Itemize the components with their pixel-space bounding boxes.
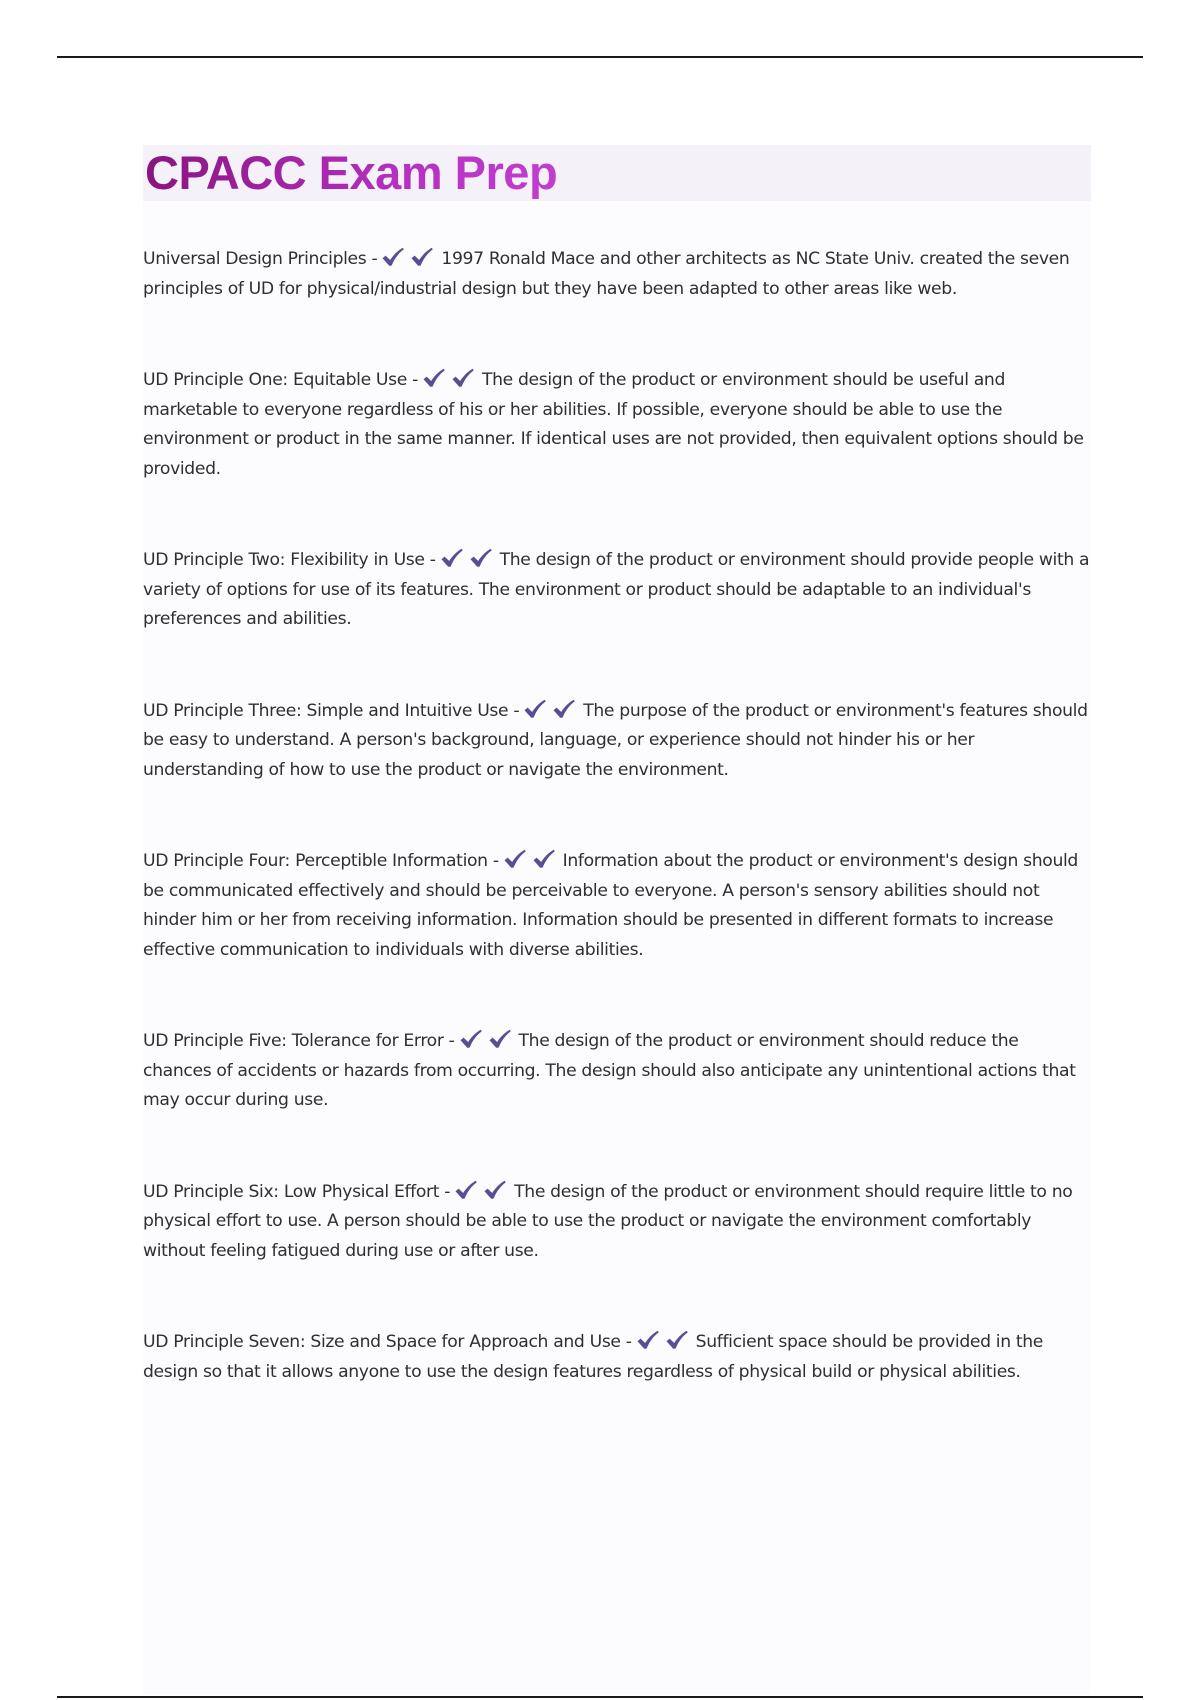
- top-rule: [57, 56, 1143, 58]
- bottom-rule: [57, 1696, 1143, 1698]
- check-mark-icon: [454, 1180, 478, 1200]
- check-mark-icon: [483, 1180, 507, 1200]
- entry-principle-one: [143, 366, 1091, 484]
- check-mark-icon: [488, 1029, 512, 1049]
- check-marks: [422, 366, 480, 396]
- check-mark-icon: [410, 247, 434, 267]
- entry-definition: The design of the product or environment should reduce the chances of accidents or hazards from occurring. The design should also anticipate any unintentional actions that may occur during use.: [143, 1031, 1076, 1110]
- entry-definition: 1997 Ronald Mace and other architects as NC State Univ. created the seven principles of UD for physical/industrial design but they have been adapted to other areas like web.: [143, 249, 1070, 299]
- entry-term: UD Principle Seven: Size and Space for Approach and Use -: [143, 1332, 632, 1352]
- check-marks: [459, 1027, 517, 1057]
- check-mark-icon: [440, 548, 464, 568]
- check-marks: [503, 847, 561, 877]
- entry-principle-six: [143, 1178, 1091, 1267]
- entry-term: UD Principle One: Equitable Use -: [143, 370, 418, 390]
- check-mark-icon: [451, 368, 475, 388]
- entry-definition: Information about the product or environment's design should be communicated effectively and should be perceivable to everyone. A person's sensory abilities should not hinder him or her from receiving information. Information should be presented in different formats to increase effective communication to individuals with diverse abilities.: [143, 851, 1078, 960]
- entry-definition: The purpose of the product or environment's features should be easy to understand. A person's background, language, or experience should not hinder his or her understanding of how to use the product or navigate the environment.: [143, 700, 1088, 780]
- check-mark-icon: [503, 849, 527, 869]
- entry-principle-seven: [143, 1328, 1091, 1387]
- entry-principle-two: [143, 546, 1091, 635]
- entry-definition: Sufficient space should be provided in the design so that it allows anyone to use the design features regardless of physical build or physical abilities.: [143, 1332, 1044, 1382]
- check-mark-icon: [523, 699, 547, 719]
- entry-term: UD Principle Four: Perceptible Information -: [143, 851, 499, 871]
- check-mark-icon: [459, 1029, 483, 1049]
- check-mark-icon: [665, 1330, 689, 1350]
- check-mark-icon: [532, 849, 556, 869]
- check-marks: [636, 1328, 694, 1358]
- check-marks: [440, 546, 498, 576]
- check-mark-icon: [469, 548, 493, 568]
- entry-definition: The design of the product or environment should require little to no physical effort to use. A person should be able to use the product or navigate the environment comfortably without feeling fatigued during use or after use.: [143, 1181, 1073, 1261]
- entry-term: UD Principle Six: Low Physical Effort -: [143, 1181, 451, 1202]
- entry-principle-three: [143, 697, 1091, 786]
- check-marks: [523, 697, 581, 727]
- entry-list: [143, 201, 1091, 1387]
- entry-principle-five: [143, 1027, 1091, 1116]
- entry-principle-four: [143, 847, 1091, 965]
- entry-definition: The design of the product or environment should be useful and marketable to everyone regardless of his or her abilities. If possible, everyone should be able to use the environment or product in the same manner. If identical uses are not provided, then equivalent options should be provided.: [143, 370, 1084, 479]
- check-marks: [454, 1178, 512, 1208]
- entry-term: Universal Design Principles -: [143, 249, 378, 269]
- title-band: [143, 145, 1091, 201]
- check-mark-icon: [636, 1330, 660, 1350]
- check-mark-icon: [381, 247, 405, 267]
- entry-term: UD Principle Two: Flexibility in Use -: [143, 550, 436, 570]
- entry-term: UD Principle Five: Tolerance for Error -: [143, 1031, 455, 1051]
- entry-universal-design-principles: [143, 245, 1091, 304]
- check-marks: [381, 245, 439, 275]
- check-mark-icon: [552, 699, 576, 719]
- entry-definition: The design of the product or environment should provide people with a variety of options for use of its features. The environment or product should be adaptable to an individual's preferences and abilities.: [143, 550, 1090, 629]
- page-title: CPACC Exam Prep: [145, 146, 558, 199]
- entry-term: UD Principle Three: Simple and Intuitive Use -: [143, 700, 520, 721]
- page-content: [143, 145, 1091, 1695]
- check-mark-icon: [422, 368, 446, 388]
